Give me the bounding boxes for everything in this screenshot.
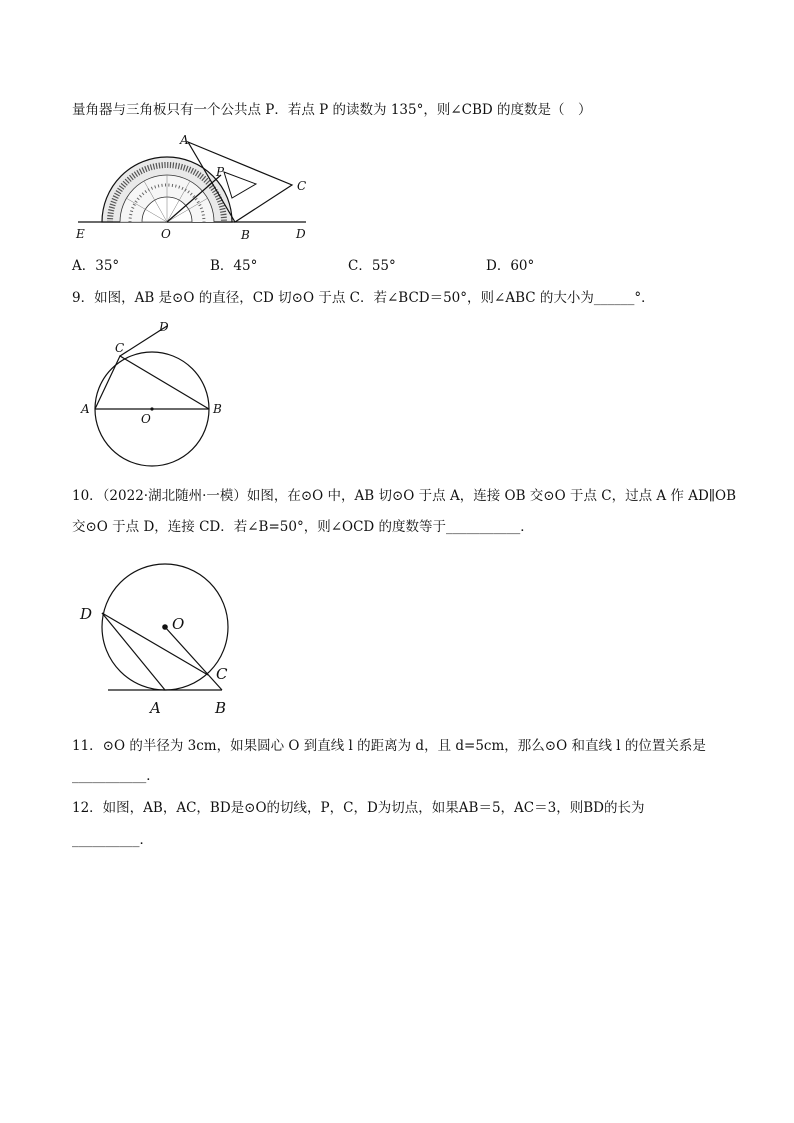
q8-option-d: D．60° <box>486 258 535 274</box>
q8-label-p: P <box>216 165 225 179</box>
q9-label-b: B <box>213 402 222 416</box>
q9-figure <box>75 315 235 475</box>
q8-figure <box>70 130 320 245</box>
q11-blank: ___________． <box>72 768 160 784</box>
q8-option-b: B．45° <box>210 258 258 274</box>
q8-label-b: B <box>241 228 250 242</box>
q9-label-d: D <box>159 320 169 334</box>
q10-label-o: O <box>172 615 185 633</box>
q10-label-b: B <box>215 699 227 717</box>
q9-label-a: A <box>81 402 90 416</box>
q10-label-c: C <box>216 665 228 683</box>
q8-stem: 量角器与三角板只有一个公共点 P．若点 P 的读数为 135°，则∠CBD 的度数是（ ） <box>72 102 592 118</box>
q10-stem-line1: 10．（2022·湖北随州·一模）如图，在⊙O 中，AB 切⊙O 于点 A，连接 OB 交⊙O 于点 C，过点 A 作 AD∥OB <box>72 488 736 504</box>
q9-label-o: O <box>141 412 151 426</box>
q8-label-c: C <box>297 179 307 193</box>
q8-label-d: D <box>296 227 306 241</box>
q10-label-a: A <box>150 699 161 717</box>
q11-stem: 11．⊙O 的半径为 3cm，如果圆心 O 到直线 l 的距离为 d，且 d=5cm，那么⊙O 和直线 l 的位置关系是 <box>72 738 706 754</box>
q12-blank: __________． <box>72 832 153 848</box>
q8-label-o: O <box>161 227 171 241</box>
q8-option-c: C．55° <box>348 258 396 274</box>
q9-label-c: C <box>115 341 125 355</box>
q12-stem: 12．如图，AB，AC，BD是⊙O的切线，P，C，D为切点，如果AB＝5，AC＝3，则BD的长为 <box>72 800 645 816</box>
q8-label-a: A <box>180 133 189 147</box>
q10-stem-line2: 交⊙O 于点 D，连接 CD．若∠B=50°，则∠OCD 的度数等于___________． <box>72 519 534 535</box>
q10-figure <box>70 555 250 720</box>
q10-label-d: D <box>80 605 93 623</box>
q9-stem: 9．如图，AB 是⊙O 的直径，CD 切⊙O 于点 C．若∠BCD＝50°，则∠ABC 的大小为______°． <box>72 290 655 306</box>
q8-option-a: A．35° <box>72 258 120 274</box>
q8-label-e: E <box>76 227 85 241</box>
